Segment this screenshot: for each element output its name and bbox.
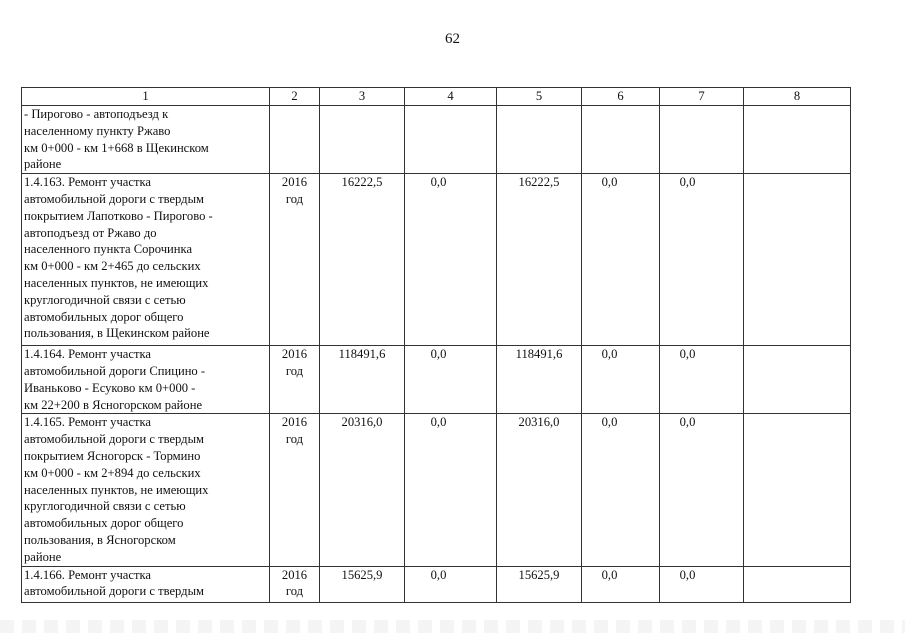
value-col4: [405, 106, 497, 174]
value-col6: [582, 106, 660, 174]
description-line: 1.4.163. Ремонт участка: [24, 175, 151, 190]
item-description: [22, 414, 270, 566]
description-line: 1.4.165. Ремонт участка: [24, 415, 151, 430]
description-line: круглогодичной связи с сетью: [24, 292, 186, 307]
value-col6: 0,0: [582, 346, 660, 414]
item-description: [22, 174, 270, 346]
description-line: пользования, в Щекинском районе: [24, 326, 210, 341]
col-header-1: 1: [22, 88, 270, 106]
value-col8: [744, 174, 851, 346]
col-header-7: 7: [660, 88, 744, 106]
value-col3: 16222,5: [320, 174, 405, 346]
scan-noise-strip: [0, 620, 905, 633]
description-line: населенному пункту Ржаво: [24, 123, 171, 138]
program-table: [21, 87, 851, 603]
description-line: автомобильной дороги Спицино -: [24, 363, 206, 378]
col-header-2: 2: [270, 88, 320, 106]
table-row: [22, 414, 851, 566]
description-line: покрытием Ясногорск - Тормино: [24, 448, 201, 463]
year-cell: 2016 год: [270, 174, 320, 346]
value-col8: [744, 346, 851, 414]
year-cell: 2016 год: [270, 346, 320, 414]
description-line: автоподъезд от Ржаво до: [24, 225, 157, 240]
description-line: км 22+200 в Ясногорском районе: [24, 397, 203, 412]
value-col8: [744, 106, 851, 174]
description-line: автомобильных дорог общего: [24, 309, 184, 324]
description-line: автомобильной дороги с твердым: [24, 432, 205, 447]
description-line: населенного пункта Сорочинка: [24, 242, 193, 257]
year-cell: 2016 год: [270, 566, 320, 602]
description-line: Иванькoво - Есуково км 0+000 -: [24, 380, 196, 395]
value-col6: 0,0: [582, 414, 660, 566]
description-line: км 0+000 - км 2+894 до сельских: [24, 465, 201, 480]
description-line: круглогодичной связи с сетью: [24, 499, 186, 514]
value-col7: 0,0: [660, 174, 744, 346]
description-line: населенных пунктов, не имеющих: [24, 275, 209, 290]
description-line: автомобильной дороги с твердым: [24, 191, 205, 206]
value-col5: 20316,0: [497, 414, 582, 566]
value-col4: 0,0: [405, 566, 497, 602]
description-line: 1.4.164. Ремонт участка: [24, 347, 151, 362]
value-col7: 0,0: [660, 346, 744, 414]
description-line: районе: [24, 157, 62, 172]
item-description: [22, 566, 270, 602]
description-line: пользования, в Ясногорском: [24, 532, 176, 547]
col-header-3: 3: [320, 88, 405, 106]
value-col7: 0,0: [660, 414, 744, 566]
description-line: км 0+000 - км 1+668 в Щекинском: [24, 140, 209, 155]
year-cell: [270, 106, 320, 174]
value-col5: 118491,6: [497, 346, 582, 414]
col-header-6: 6: [582, 88, 660, 106]
value-col3: [320, 106, 405, 174]
item-description: [22, 106, 270, 174]
value-col5: 15625,9: [497, 566, 582, 602]
value-col3: 118491,6: [320, 346, 405, 414]
col-header-8: 8: [744, 88, 851, 106]
table-row: [22, 566, 851, 602]
description-line: районе: [24, 549, 62, 564]
table-row: [22, 346, 851, 414]
value-col4: 0,0: [405, 346, 497, 414]
year-cell: 2016 год: [270, 414, 320, 566]
value-col4: 0,0: [405, 174, 497, 346]
value-col6: 0,0: [582, 566, 660, 602]
value-col5: [497, 106, 582, 174]
value-col8: [744, 566, 851, 602]
header-row: [22, 88, 851, 106]
value-col5: 16222,5: [497, 174, 582, 346]
table-row: [22, 174, 851, 346]
value-col8: [744, 414, 851, 566]
description-line: 1.4.166. Ремонт участка: [24, 567, 151, 582]
description-line: покрытием Лапотково - Пирогово -: [24, 208, 213, 223]
value-col3: 20316,0: [320, 414, 405, 566]
value-col4: 0,0: [405, 414, 497, 566]
value-col3: 15625,9: [320, 566, 405, 602]
description-line: автомобильной дороги с твердым: [24, 584, 205, 599]
col-header-5: 5: [497, 88, 582, 106]
table-row: [22, 106, 851, 174]
col-header-4: 4: [405, 88, 497, 106]
value-col7: [660, 106, 744, 174]
description-line: км 0+000 - км 2+465 до сельских: [24, 259, 201, 274]
page-number: 62: [445, 31, 460, 47]
value-col7: 0,0: [660, 566, 744, 602]
description-line: автомобильных дорог общего: [24, 516, 184, 531]
description-line: - Пирогово - автоподъезд к: [24, 107, 169, 121]
value-col6: 0,0: [582, 174, 660, 346]
item-description: [22, 346, 270, 414]
description-line: населенных пунктов, не имеющих: [24, 482, 209, 497]
